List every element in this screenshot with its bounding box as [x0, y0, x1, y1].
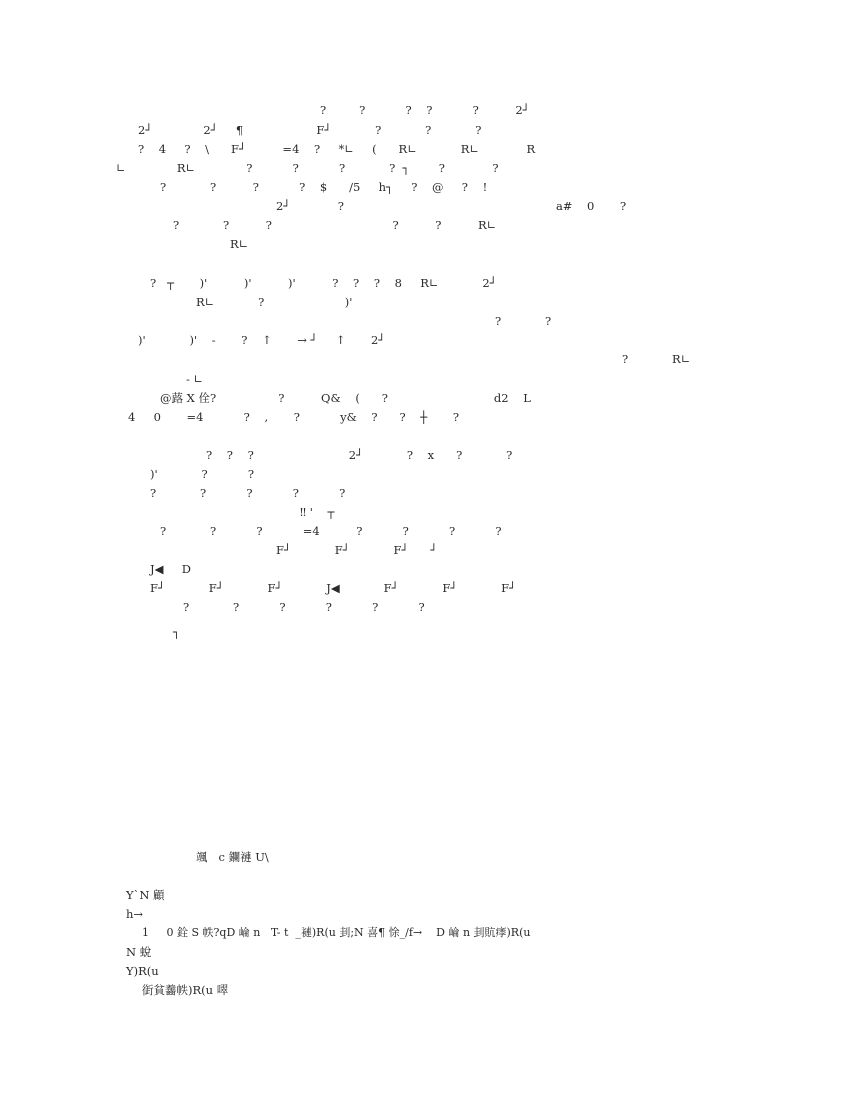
text-line: ? ? ? 2┘ ? x ? ?	[206, 448, 513, 462]
text-line: ? ? ? ? ? ?	[183, 600, 425, 614]
text-line: @蕗 X 佺? ? Q& ( ? d2 L	[160, 391, 531, 405]
text-line: R∟	[230, 237, 249, 251]
text-line: ? ? ? ? ?	[150, 486, 346, 500]
text-line: 2┘ 2┘ ¶ F┘ ? ? ?	[138, 123, 482, 137]
text-line: - ∟	[186, 372, 204, 386]
text-line: ┐	[173, 625, 180, 639]
text-line: N 蛻	[126, 945, 152, 959]
text-line: ‼ ' ┬	[300, 505, 335, 519]
text-line: ? ┬ )' )' )' ? ? ? 8 R∟ 2┘	[150, 276, 497, 290]
text-line: Y)R(u	[126, 964, 159, 978]
text-line: 颯 c 鑭褳 U\	[196, 850, 269, 864]
text-line: Y`N 顧	[126, 888, 165, 902]
text-line: F┘ F┘ F┘ ┘	[276, 543, 438, 557]
text-line: h→	[126, 907, 144, 921]
text-line: 1 0 銓 S 帙?qD 崘 n T- t _褳)R(u 刲;N 喜¶ 悇_/f→ D 崘 n 刲貥痵)R(u	[142, 926, 531, 939]
text-line: ? ?	[495, 314, 552, 328]
text-line: 衘貧齹帙)R(u 噿	[142, 983, 229, 997]
text-line: ? ? ? ? ? 2┘	[320, 103, 530, 117]
text-line: ? ? ? ? $ /5 h┐ ? @ ? !	[160, 180, 488, 194]
text-line: ? 4 ? \ F┘ =4 ? *∟ ( R∟ R∟ R	[138, 142, 536, 156]
text-line: ∟ R∟ ? ? ? ? ┐ ? ?	[116, 161, 499, 175]
text-line: F┘ F┘ F┘ J◀ F┘ F┘ F┘	[150, 581, 517, 595]
text-line: J◀ D	[150, 562, 191, 576]
text-line: 4 0 =4 ? , ? y& ? ? ┼ ?	[128, 410, 459, 424]
text-line: ? R∟	[622, 352, 691, 366]
text-line: )' ? ?	[150, 467, 255, 481]
text-line: R∟ ? )'	[196, 295, 353, 309]
text-line: ? ? ? =4 ? ? ? ?	[160, 524, 502, 538]
text-line: ? ? ? ? ? R∟	[173, 218, 497, 232]
text-line: 2┘ ? a# 0 ?	[276, 199, 627, 213]
text-line: )' )' - ? ↑ → ┘ ↑ 2┘	[138, 333, 386, 347]
